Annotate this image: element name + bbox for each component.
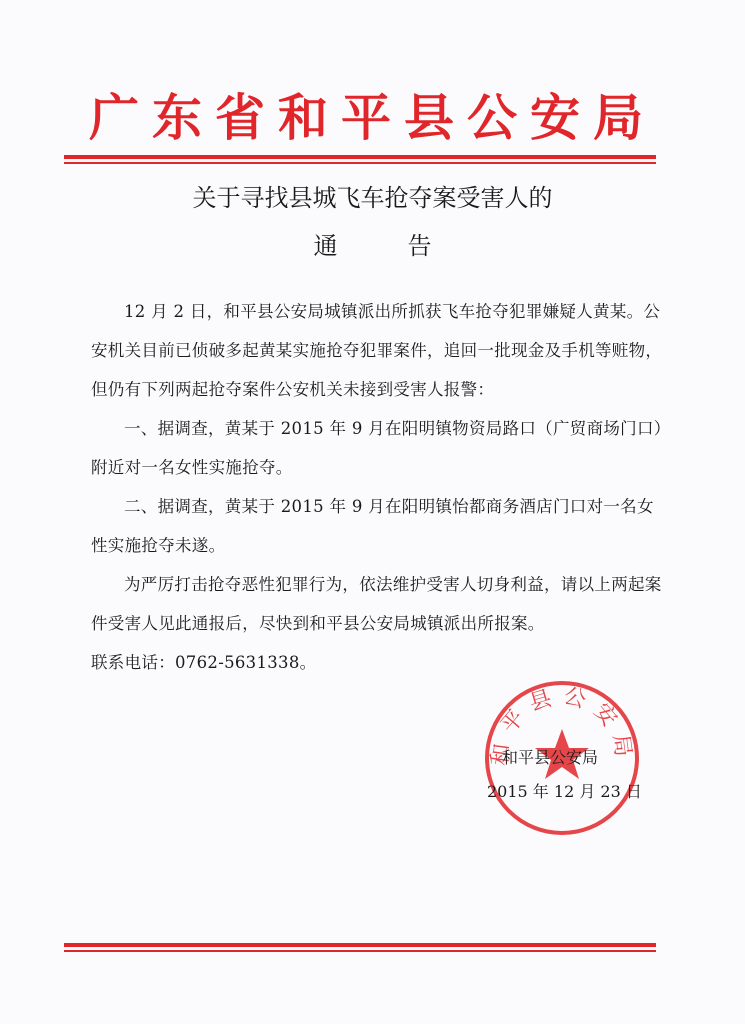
paragraph-case-2: 二、据调查，黄某于 2015 年 9 月在阳明镇怡都商务酒店门口对一名女性实施抢夺未遂。	[91, 497, 654, 555]
notice-title-line1: 关于寻找县城飞车抢夺案受害人的	[192, 184, 553, 212]
notice-title-line2: 通告	[313, 232, 502, 260]
paragraph-case-1: 一、据调查，黄某于 2015 年 9 月在阳明镇物资局路口（广贸商场门口）附近对一名女性实施抢夺。	[91, 419, 663, 477]
header-rule-thick	[64, 155, 656, 159]
notice-body	[91, 292, 667, 682]
contact-phone: 联系电话：0762-5631338。	[91, 653, 317, 672]
signature-org: 和平县公安局	[502, 748, 599, 767]
footer-rule-thick	[64, 943, 656, 947]
paragraph-appeal: 为严厉打击抢夺恶性犯罪行为，依法维护受害人切身利益，请以上两起案件受害人见此通报后，尽快到和平县公安局城镇派出所报案。	[91, 575, 662, 633]
header-rule-thin	[64, 162, 656, 164]
seal-text: 和平县公安局	[487, 683, 637, 768]
agency-header-title: 广东省和平县公安局	[89, 88, 656, 147]
paragraph-intro: 12 月 2 日，和平县公安局城镇派出所抓获飞车抢夺犯罪嫌疑人黄某。公安机关目前已侦破多起黄某实施抢夺犯罪案件，追回一批现金及手机等赃物，但仍有下列两起抢夺案件公安机关未接到受害人报警：	[91, 302, 663, 399]
footer-rule-thin	[64, 950, 656, 952]
signature-date: 2015 年 12 月 23 日	[487, 782, 642, 801]
